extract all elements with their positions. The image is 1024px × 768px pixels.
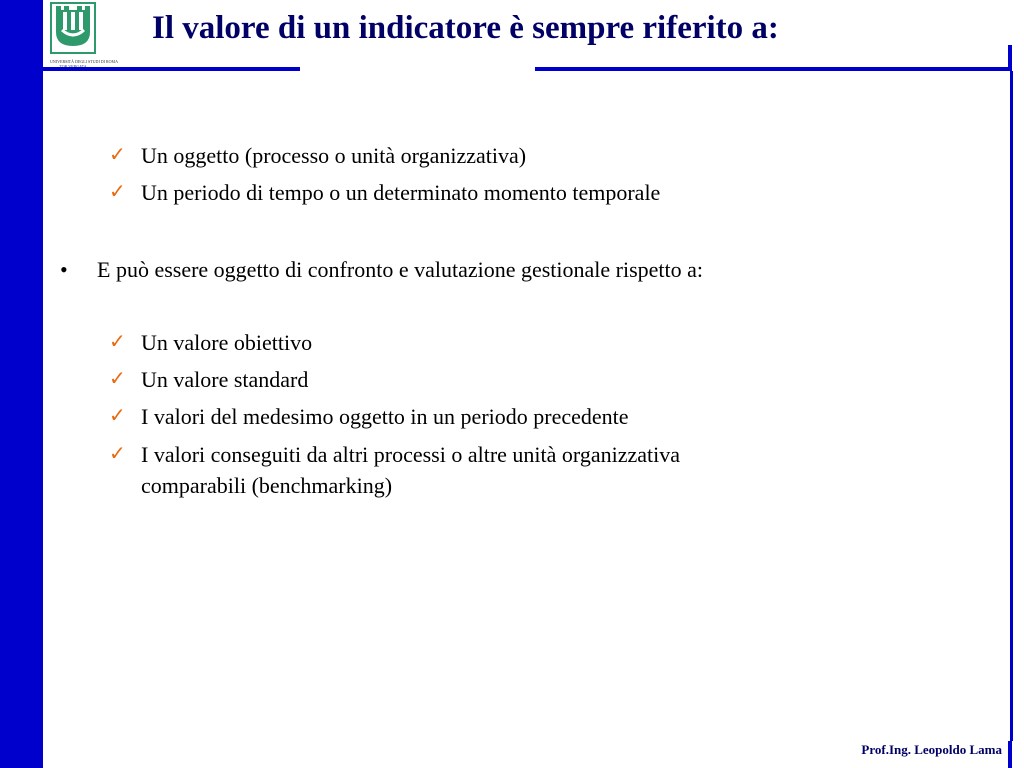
list-item-text: comparabili (benchmarking) bbox=[141, 473, 393, 498]
list-item-text: Un periodo di tempo o un determinato momento temporale bbox=[141, 180, 661, 205]
title-underline-left bbox=[43, 67, 300, 71]
list-item-text: I valori conseguiti da altri processi o altre unità organizzativa bbox=[141, 442, 681, 467]
list-item-text: Un valore obiettivo bbox=[141, 330, 313, 355]
right-border-top bbox=[1008, 45, 1012, 71]
tower-emblem-icon bbox=[50, 2, 96, 54]
left-accent-bar bbox=[0, 0, 43, 768]
title-underline-right bbox=[535, 67, 1012, 71]
right-border-bottom bbox=[1008, 741, 1012, 768]
list-item-text: Un oggetto (processo o unità organizzativa) bbox=[141, 143, 527, 168]
checkmark-icon: ✓ bbox=[109, 443, 126, 465]
slide-title: Il valore di un indicatore è sempre riferito a: bbox=[152, 10, 779, 46]
list-item-text: I valori del medesimo oggetto in un periodo precedente bbox=[141, 404, 629, 429]
checkmark-icon: ✓ bbox=[109, 368, 126, 390]
list-item-text: Un valore standard bbox=[141, 367, 309, 392]
checkmark-icon: ✓ bbox=[109, 331, 126, 353]
checkmark-icon: ✓ bbox=[109, 405, 126, 427]
bullet-text: E può essere oggetto di confronto e valutazione gestionale rispetto a: bbox=[97, 257, 704, 282]
checkmark-icon: ✓ bbox=[109, 144, 126, 166]
right-border-line bbox=[1010, 71, 1013, 741]
bullet-icon: • bbox=[60, 257, 68, 282]
checkmark-icon: ✓ bbox=[109, 181, 126, 203]
university-logo bbox=[50, 2, 118, 66]
logo-caption-line1: UNIVERSITÀ DEGLI STUDI DI ROMA bbox=[50, 59, 118, 64]
footer-author: Prof.Ing. Leopoldo Lama bbox=[861, 742, 1002, 757]
